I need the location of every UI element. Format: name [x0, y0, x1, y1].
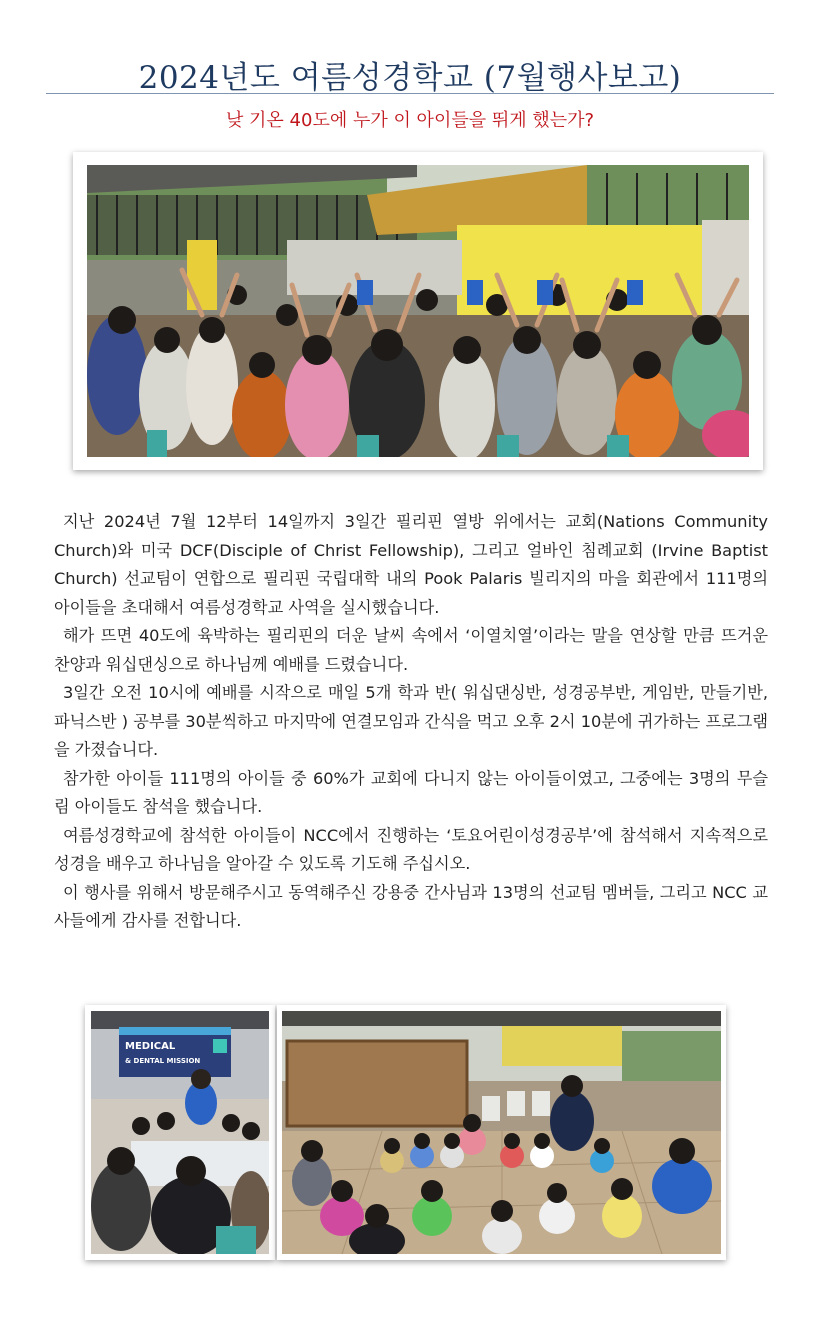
paragraph-prayer: 여름성경학교에 참석한 아이들이 NCC에서 진행하는 ‘토요어린이성경공부’에 참석해서 지속적으로 성경을 배우고 하나님을 알아갈 수 있도록 기도해 주십시오. — [54, 825, 768, 873]
page-title: 2024년도 여름성경학교 (7월행사보고) — [138, 60, 682, 96]
right-photo-frame — [277, 1005, 726, 1260]
paragraph-thanks: 이 행사를 위해서 방문해주시고 동역해주신 강용중 간사님과 13명의 선교팀 멤버들, 그리고 NCC 교사들에게 감사를 전합니다. — [54, 882, 768, 930]
article-body — [54, 508, 768, 936]
banner-text-line1: MEDICAL — [125, 1041, 176, 1052]
page-subtitle: 낮 기온 40도에 누가 이 아이들을 뛰게 했는가? — [225, 110, 595, 131]
main-photo-frame — [73, 152, 763, 470]
paragraph-worship: 해가 뜨면 40도에 육박하는 필리핀의 더운 날씨 속에서 ‘이열치열’이라는 말을 연상할 만큼 뜨거운 찬양과 워십댄싱으로 하나님께 예배를 드렸습니다. — [54, 626, 768, 674]
banner-text-line2: & DENTAL MISSION — [125, 1057, 201, 1065]
worship-dance-photo — [87, 165, 749, 457]
game-class-photo — [282, 1011, 721, 1254]
title-divider — [46, 93, 774, 94]
left-photo-frame — [85, 1005, 275, 1260]
craft-class-photo — [91, 1011, 269, 1254]
paragraph-intro: 지난 2024년 7월 12부터 14일까지 3일간 필리핀 열방 위에서는 교회(Nations Community Church)와 미국 DCF(Disciple of Christ Fellowship), 그리고 얼바인 침례교회 (Irvine Baptist Church) 선교팀이 연합으로 필리핀 국립대학 내의 Pook Palaris 빌리지의 마을 회관에서 111명의 아이들을 초대해서 여름성경학교 사역을 실시했습니다. — [54, 512, 768, 617]
paragraph-participants: 참가한 아이들 111명의 아이들 중 60%가 교회에 다니지 않는 아이들이였고, 그중에는 3명의 무슬림 아이들도 참석을 했습니다. — [54, 768, 768, 816]
paragraph-program: 3일간 오전 10시에 예배를 시작으로 매일 5개 학과 반( 워십댄싱반, 성경공부반, 게임반, 만들기반, 파닉스반 ) 공부를 30분씩하고 마지막에 연결모임과 간식을 먹고 오후 2시 10분에 귀가하는 프로그램을 가졌습니다. — [54, 683, 768, 759]
